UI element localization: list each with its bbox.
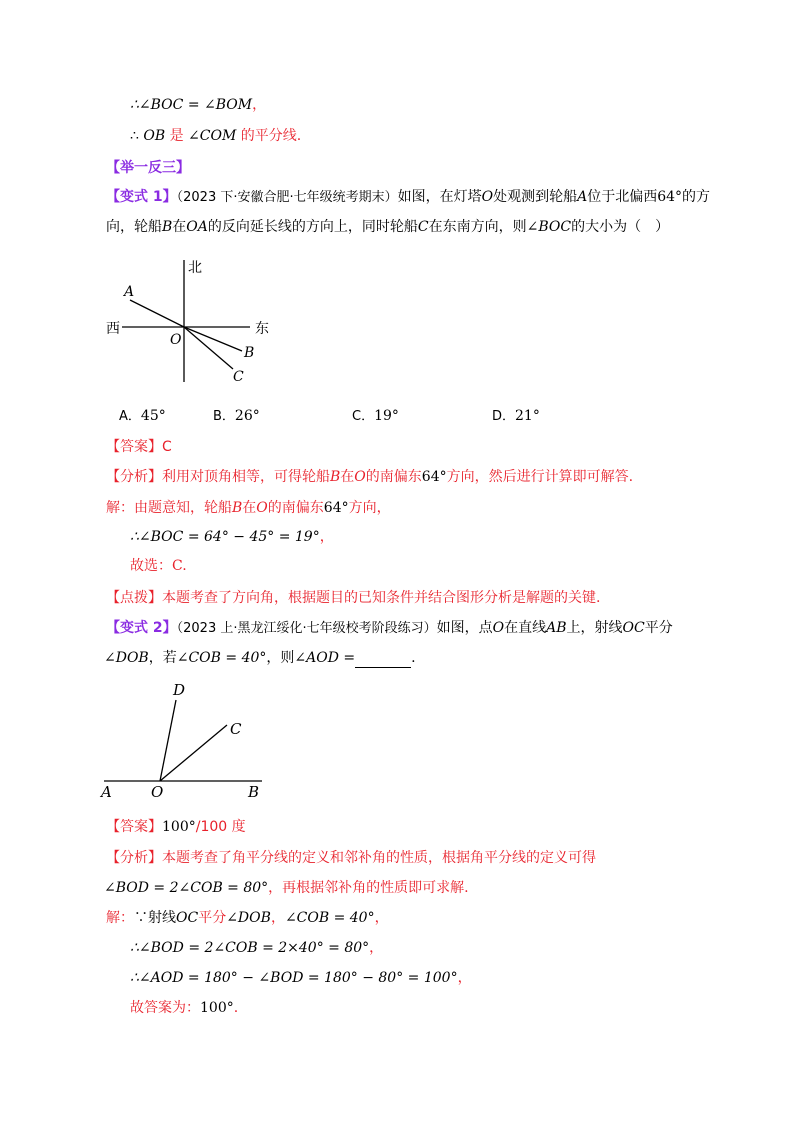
q1-ship-a: A xyxy=(577,189,588,205)
q2-solution-text: ， xyxy=(374,910,389,926)
option-c-value: 19° xyxy=(374,408,399,424)
option-b-letter: B． xyxy=(213,409,235,424)
q1-label: 【变式 1】 xyxy=(106,189,177,205)
point-a-label: A xyxy=(101,783,112,801)
prev-therefore: ∴ xyxy=(130,128,144,144)
q1-solution-deg: 64° xyxy=(323,500,349,516)
option-a[interactable] xyxy=(119,406,166,427)
q1-figure xyxy=(100,255,300,390)
point-d-label: D xyxy=(173,681,186,699)
q2-calc-1 xyxy=(130,938,383,958)
q2-stem-line-2 xyxy=(104,648,416,668)
q2-solution xyxy=(106,908,389,928)
q2-angle-dob: ∠DOB xyxy=(104,650,149,666)
q2-text: 上，射线 xyxy=(566,620,623,636)
q2-analysis-label: 【分析】 xyxy=(106,850,162,866)
q2-solution-oc: OC xyxy=(176,910,199,926)
prev-text-bisector: 的平分线. xyxy=(236,128,302,144)
point-o-label: O xyxy=(170,332,182,348)
prev-punct-1: ， xyxy=(252,97,267,113)
q1-oa: OA xyxy=(186,219,208,235)
prev-angle-com: ∠COM xyxy=(188,128,237,144)
q1-solution-text: 由题意知，轮船 xyxy=(134,500,232,516)
option-c[interactable] xyxy=(352,406,399,427)
q2-oc: OC xyxy=(622,620,645,636)
point-o-label: O xyxy=(151,783,164,801)
q1-text: 如图，在灯塔 xyxy=(397,189,482,205)
q1-analysis-text: 的南偏东 xyxy=(365,469,422,485)
q2-answer-math: 100° xyxy=(162,819,196,835)
q1-analysis-text: 在 xyxy=(340,469,355,485)
q2-calc-2-math: ∴∠AOD = 180° − ∠BOD = 180° − 80° = 100° xyxy=(130,970,458,986)
option-d[interactable] xyxy=(492,406,540,427)
north-label: 北 xyxy=(188,260,202,276)
q2-calc-2-end: ， xyxy=(457,970,472,986)
q2-answer xyxy=(106,817,246,837)
q1-point-text: 本题考查了方向角，根据题目的已知条件并结合图形分析是解题的关键. xyxy=(162,590,601,606)
q1-analysis-text: 方向，然后进行计算即可解答. xyxy=(446,469,634,485)
q1-analysis-label: 【分析】 xyxy=(106,469,162,485)
q2-answer-rest: /100 度 xyxy=(195,819,246,835)
q1-analysis-text: 利用对顶角相等，可得轮船 xyxy=(162,469,330,485)
q2-calc-1-end: ， xyxy=(369,940,384,956)
ray-oc xyxy=(184,327,233,369)
q2-answer-label: 【答案】 xyxy=(106,819,162,835)
q1-calc-end: ， xyxy=(319,529,334,545)
q2-solution-text: ， xyxy=(270,910,285,926)
option-d-value: 21° xyxy=(515,408,540,424)
q2-analysis-math: ∠BOD = 2∠COB = 80° xyxy=(104,880,269,896)
prev-solution-line-2 xyxy=(130,126,301,146)
q1-solution-o: O xyxy=(256,500,268,516)
prev-solution-line-1 xyxy=(130,95,266,115)
q1-o: O xyxy=(481,189,494,205)
q2-text: 如图，点 xyxy=(436,620,493,636)
q2-final-text: 故答案为： xyxy=(130,1000,200,1016)
q1-text: 的方 xyxy=(682,189,711,205)
q1-source: （2023 下·安徽合肥·七年级统考期末） xyxy=(176,190,398,205)
prev-math-1: ∴∠BOC = ∠BOM xyxy=(130,97,253,113)
q1-text: 在东南方向，则 xyxy=(428,219,527,235)
west-label: 西 xyxy=(106,321,120,337)
q1-choice: 故选：C. xyxy=(130,558,187,574)
q2-calc-1-math: ∴∠BOD = 2∠COB = 2×40° = 80° xyxy=(130,940,370,956)
q1-analysis-b: B xyxy=(330,469,341,485)
point-b-label: B xyxy=(244,345,255,361)
q1-answer-label: 【答案】 xyxy=(106,439,162,455)
point-b-label: B xyxy=(248,783,260,801)
q2-analysis xyxy=(106,848,596,868)
q1-calc-math: ∴∠BOC = 64° − 45° = 19° xyxy=(130,529,320,545)
east-label: 东 xyxy=(255,321,269,337)
q1-stem-line-2 xyxy=(106,217,669,237)
q1-calc xyxy=(130,527,334,547)
q1-text: 位于北偏西 xyxy=(587,189,658,205)
q1-ship-c: C xyxy=(417,219,429,235)
ray-oa xyxy=(130,300,184,327)
q1-analysis-deg: 64° xyxy=(421,469,447,485)
option-a-letter: A． xyxy=(119,409,141,424)
section-title: 【举一反三】 xyxy=(106,160,190,176)
q2-final-math: 100° xyxy=(200,1000,234,1016)
point-c-label: C xyxy=(233,369,244,385)
q1-text: 的反向延长线的方向上，同时轮船 xyxy=(207,219,418,235)
q2-text: 在直线 xyxy=(504,620,547,636)
prev-text-is: 是 xyxy=(165,128,189,144)
q2-solution-given: ∠COB = 40° xyxy=(284,910,375,926)
q1-analysis xyxy=(106,467,633,487)
q2-solution-dob: ∠DOB xyxy=(226,910,271,926)
q1-solution xyxy=(106,498,391,518)
q2-o: O xyxy=(492,620,505,636)
q1-answer-value: C xyxy=(162,439,172,455)
q1-ship-b: B xyxy=(162,219,173,235)
q2-text: 平分 xyxy=(644,620,673,636)
q2-solution-text: ∵射线 xyxy=(134,910,176,926)
q2-source: （2023 上·黑龙江绥化·七年级校考阶段练习） xyxy=(176,621,437,636)
q2-given: ∠COB = 40° xyxy=(176,650,267,666)
q2-stem-line-1 xyxy=(106,618,673,639)
q1-text: 向，轮船 xyxy=(106,219,162,235)
option-d-letter: D． xyxy=(492,409,516,424)
q2-calc-2 xyxy=(130,968,472,988)
q1-solution-text: 方向， xyxy=(348,500,391,516)
q2-ab: AB xyxy=(546,620,567,636)
q1-deg: 64° xyxy=(657,189,683,205)
option-c-letter: C． xyxy=(352,409,375,424)
q1-solution-text: 的南偏东 xyxy=(267,500,324,516)
q1-point xyxy=(106,588,600,608)
q1-solution-text: 在 xyxy=(242,500,257,516)
q1-solution-label: 解： xyxy=(106,500,134,516)
q2-target: ∠AOD = xyxy=(294,650,356,666)
q2-text: ，则 xyxy=(266,650,295,666)
answer-blank[interactable] xyxy=(355,653,411,668)
q1-point-label: 【点拨】 xyxy=(106,590,162,606)
q2-analysis-rest: ，再根据邻补角的性质即可求解. xyxy=(268,880,469,896)
q1-solution-b: B xyxy=(232,500,243,516)
q2-solution-label: 解： xyxy=(106,910,134,926)
q2-text: . xyxy=(411,650,416,666)
q1-text: 处观测到轮船 xyxy=(493,189,578,205)
option-a-value: 45° xyxy=(140,408,166,424)
point-a-label: A xyxy=(124,284,135,300)
ray-ob xyxy=(184,327,242,351)
option-b-value: 26° xyxy=(234,408,260,424)
q2-analysis-line-2 xyxy=(104,878,469,898)
q1-analysis-o: O xyxy=(354,469,366,485)
q2-final xyxy=(130,998,238,1018)
q1-angle-boc: ∠BOC xyxy=(526,219,572,235)
q1-text: 的大小为（ ） xyxy=(571,219,670,235)
q2-label: 【变式 2】 xyxy=(106,620,177,636)
q2-figure xyxy=(98,678,278,803)
q1-text: 在 xyxy=(172,219,187,235)
q2-final-end: . xyxy=(233,1000,239,1016)
point-c-label: C xyxy=(230,720,242,738)
q1-stem-line-1 xyxy=(106,187,710,208)
option-b[interactable] xyxy=(213,406,260,427)
prev-ob: OB xyxy=(143,128,166,144)
q2-solution-text: 平分 xyxy=(198,910,227,926)
q2-analysis-text: 本题考查了角平分线的定义和邻补角的性质，根据角平分线的定义可得 xyxy=(162,850,596,866)
q1-answer xyxy=(106,437,172,457)
q2-text: ，若 xyxy=(148,650,177,666)
